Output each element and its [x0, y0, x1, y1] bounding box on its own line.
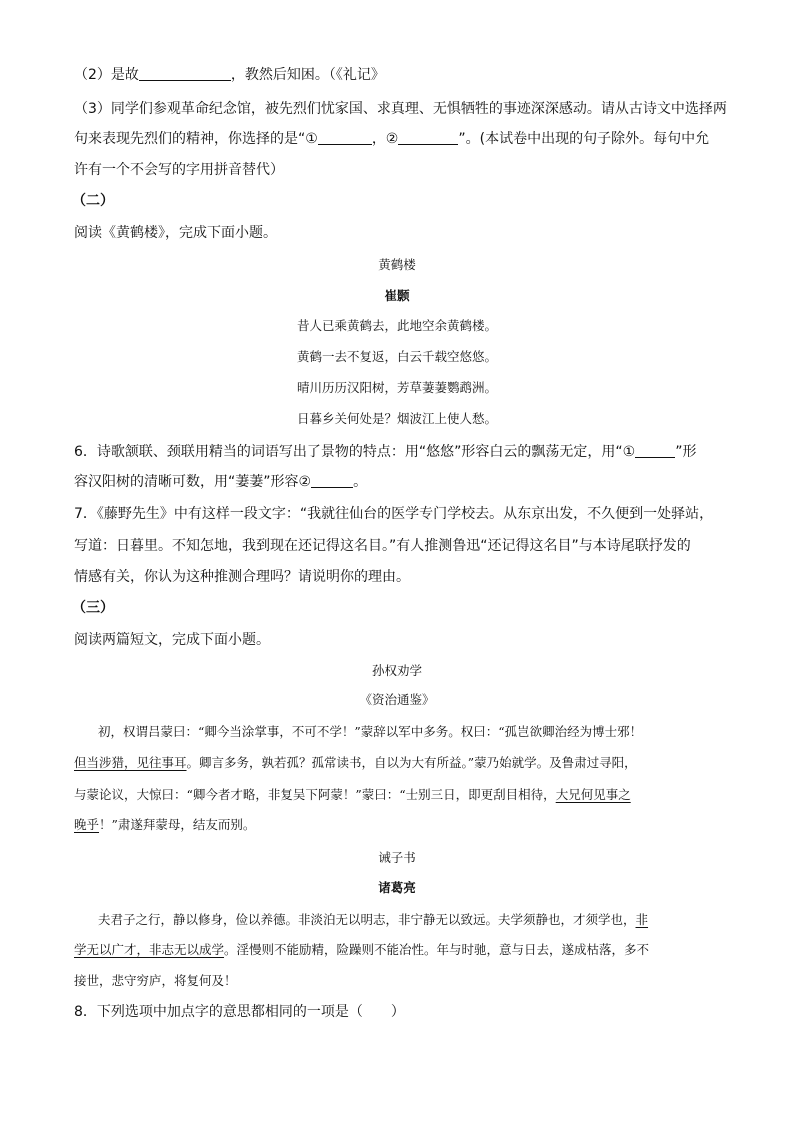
section-2-intro: 阅读《黄鹤楼》，完成下面小题。	[74, 225, 277, 241]
question-7-line-2: 写道：日暮里。不知怎地，我到现在还记得这名目。”有人推测鲁迅“还记得这名目”与本诗尾联抒发的	[74, 538, 691, 554]
answer-blank[interactable]	[139, 66, 231, 81]
question-3-line-1: （3）同学们参观革命纪念馆，被先烈们忧家国、求真理、无惧牺牲的事迹深深感动。请从古诗文中选择两	[74, 101, 727, 117]
underlined-sentence: 大兄何见事之	[555, 787, 631, 802]
q2-text-pre: （2）是故	[74, 67, 139, 83]
answer-blank-1[interactable]	[635, 443, 675, 458]
section-2-heading: （二）	[72, 193, 114, 209]
text-1-line-2-rest: 。卿言多务，孰若孤？孤常读书，自以为大有所益。”蒙乃始就学。及鲁肃过寻阳，	[186, 755, 637, 770]
text-1-line-2	[74, 755, 637, 771]
text-1-source: 《资治通鉴》	[359, 692, 435, 707]
text-1-line-1: 初，权谓吕蒙曰：“卿今当涂掌事，不可不学！”蒙辞以军中多务。权曰：“孤岂欲卿治经为博士邪！	[98, 724, 643, 739]
answer-blank-1[interactable]	[318, 130, 372, 145]
text-2-line-3: 接世，悲守穷庐，将复何及！	[74, 973, 237, 988]
question-8: 8．下列选项中加点字的意思都相同的一项是（ ）	[74, 1004, 405, 1020]
section-3-heading: （三）	[72, 600, 114, 616]
poem-line: 黄鹤一去不复返，白云千载空悠悠。	[296, 349, 497, 364]
answer-blank-2[interactable]	[398, 130, 458, 145]
q6-text: ”形	[675, 444, 697, 460]
question-3-line-3: 许有一个不会写的字用拼音替代）	[74, 162, 284, 178]
q3-text: ，②	[371, 131, 399, 147]
q3-text: 句来表现先烈们的精神，你选择的是“①	[74, 131, 318, 147]
text-2-author: 诸葛亮	[378, 880, 416, 895]
poem-title: 黄鹤楼	[378, 257, 416, 272]
text-2-title: 诫子书	[378, 850, 416, 865]
question-7-line-3: 情感有关，你认为这种推测合理吗？请说明你的理由。	[74, 569, 410, 585]
question-6-line-2	[74, 473, 367, 491]
poem-line: 日暮乡关何处是？烟波江上使人愁。	[296, 411, 497, 426]
text-1-line-3-text: 与蒙论议，大惊曰：“卿今者才略，非复吴下阿蒙！”蒙曰：“士别三日，即更刮目相待，	[74, 787, 556, 802]
text-2-line-2	[74, 942, 649, 958]
underlined-sentence: 但当涉猎，见往事耳	[74, 755, 187, 770]
underlined-sentence: 非	[635, 912, 649, 927]
underlined-sentence: 学无以广才，非志无以成学	[74, 942, 225, 957]
q2-text-post: ，教然后知困。（《礼记》	[230, 67, 385, 83]
underlined-sentence: 晚乎	[74, 817, 100, 832]
poem-line: 昔人已乘黄鹤去，此地空余黄鹤楼。	[296, 318, 497, 333]
question-3-line-2	[74, 130, 709, 148]
question-6-line-1	[74, 443, 696, 461]
question-2	[74, 66, 385, 84]
text-1-title: 孙权劝学	[371, 663, 422, 678]
text-1-line-3	[74, 787, 631, 803]
q6-text: 6．诗歌颔联、颈联用精当的词语写出了景物的特点：用“悠悠”形容白云的飘荡无定，用“①	[74, 444, 636, 460]
text-2-line-1-text: 夫君子之行，静以修身，俭以养德。非淡泊无以明志，非宁静无以致远。夫学须静也，才须学也，	[98, 912, 636, 927]
answer-blank-2[interactable]	[311, 473, 353, 488]
poem-author: 崔颢	[384, 288, 410, 303]
text-1-line-4	[74, 817, 255, 833]
text-2-line-1	[98, 912, 648, 928]
q3-text: ”。(本试卷中出现的句子除外。每句中允	[458, 131, 710, 147]
q6-text: 容汉阳树的清晰可数，用“萋萋”形容②	[74, 474, 312, 490]
text-1-line-4-rest: ！”肃遂拜蒙母，结友而别。	[99, 817, 256, 832]
question-7-line-1: 7．《藤野先生》中有这样一段文字：“我就往仙台的医学专门学校去。从东京出发，不久便到一处驿站，	[74, 506, 714, 522]
text-2-line-2-rest: 。淫慢则不能励精，险躁则不能冶性。年与时驰，意与日去，遂成枯落，多不	[224, 942, 650, 957]
section-3-intro: 阅读两篇短文，完成下面小题。	[74, 632, 270, 648]
poem-line: 晴川历历汉阳树，芳草萋萋鹦鹉洲。	[296, 380, 497, 395]
q6-text: 。	[353, 474, 368, 490]
